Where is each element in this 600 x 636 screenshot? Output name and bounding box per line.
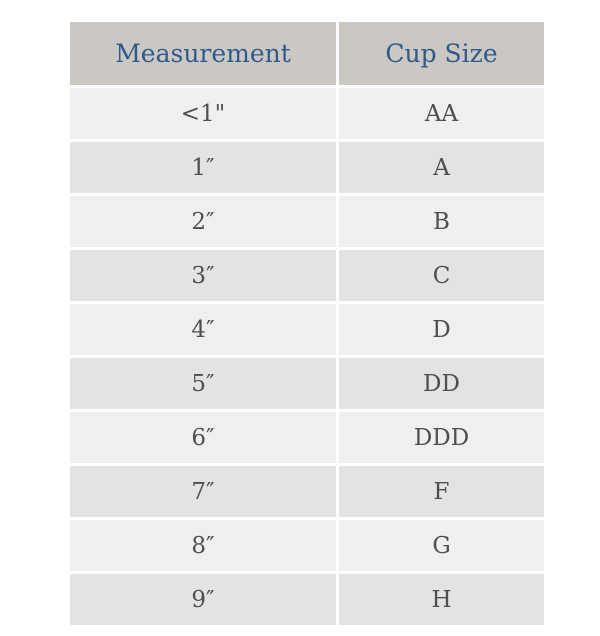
- table-row: [70, 571, 544, 625]
- measurement-cell: 4″: [70, 304, 339, 355]
- cup-size-cell: H: [339, 574, 544, 625]
- table-row: [70, 85, 544, 139]
- measurement-cell: 9″: [70, 574, 339, 625]
- measurement-cell: 5″: [70, 358, 339, 409]
- table-row: [70, 301, 544, 355]
- table-row: [70, 139, 544, 193]
- table-row: [70, 193, 544, 247]
- table-row: [70, 463, 544, 517]
- measurement-cell: 1″: [70, 142, 339, 193]
- cup-size-cell: B: [339, 196, 544, 247]
- cup-size-cell: A: [339, 142, 544, 193]
- cup-size-cell: F: [339, 466, 544, 517]
- cup-size-cell: AA: [339, 88, 544, 139]
- cup-size-cell: DD: [339, 358, 544, 409]
- table-row: [70, 409, 544, 463]
- header-measurement: Measurement: [70, 22, 339, 85]
- cup-size-cell: DDD: [339, 412, 544, 463]
- cup-size-cell: D: [339, 304, 544, 355]
- measurement-cell: 8″: [70, 520, 339, 571]
- measurement-cell: 2″: [70, 196, 339, 247]
- table-body: [70, 85, 544, 625]
- measurement-cell: 3″: [70, 250, 339, 301]
- table-row: [70, 247, 544, 301]
- cup-size-table: [70, 22, 544, 625]
- measurement-cell: <1": [70, 88, 339, 139]
- header-cup-size: Cup Size: [339, 22, 544, 85]
- table-row: [70, 517, 544, 571]
- measurement-cell: 7″: [70, 466, 339, 517]
- cup-size-cell: G: [339, 520, 544, 571]
- table-row: [70, 355, 544, 409]
- measurement-cell: 6″: [70, 412, 339, 463]
- cup-size-cell: C: [339, 250, 544, 301]
- table-header-row: [70, 22, 544, 85]
